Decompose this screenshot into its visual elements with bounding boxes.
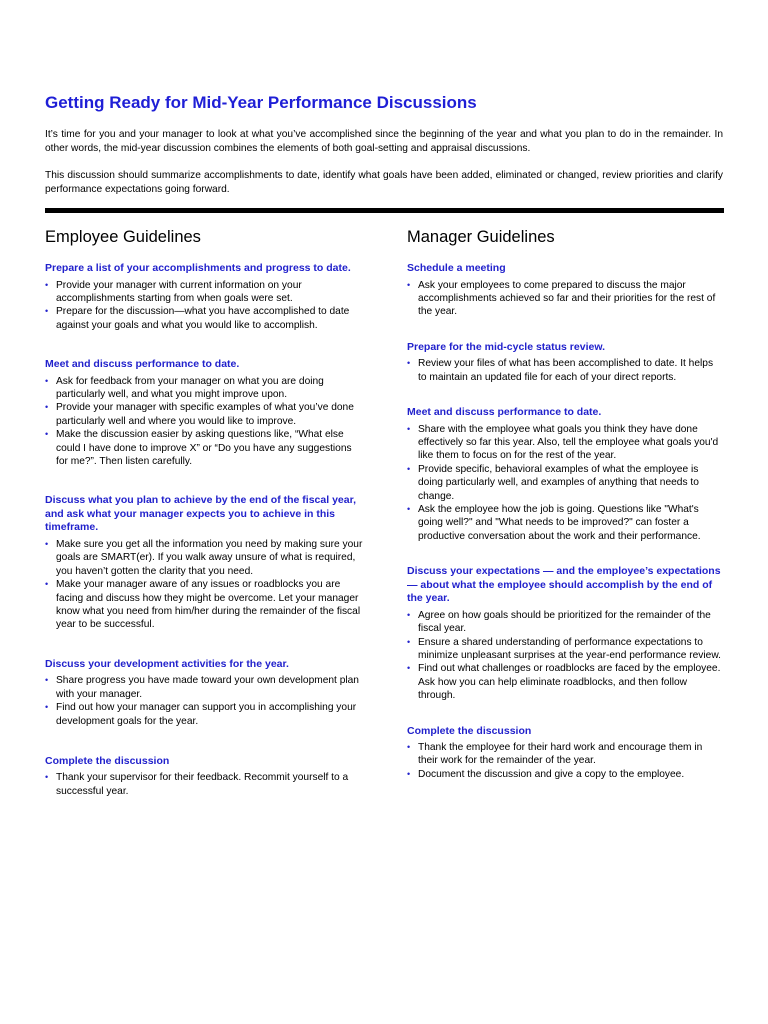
list-item bbox=[45, 701, 365, 728]
bullet-icon: • bbox=[407, 503, 411, 514]
list-item bbox=[45, 401, 365, 428]
employee-guidelines-heading: Employee Guidelines bbox=[45, 228, 201, 246]
list-item-text: Thank the employee for their hard work and encourage them in their work for the remainder of the year. bbox=[418, 742, 703, 767]
bullet-icon: • bbox=[407, 463, 411, 474]
manager-section bbox=[407, 341, 723, 384]
employee-bullet-list bbox=[45, 375, 365, 469]
bullet-icon: • bbox=[407, 663, 411, 674]
list-item bbox=[407, 503, 723, 543]
bullet-icon: • bbox=[407, 423, 411, 434]
bullet-icon: • bbox=[45, 538, 49, 549]
list-item bbox=[45, 538, 365, 578]
manager-bullet-list bbox=[407, 357, 723, 384]
list-item-text: Ensure a shared understanding of performance expectations to minimize unpleasant surprises at the year-end performance review. bbox=[418, 636, 721, 661]
list-item bbox=[407, 357, 723, 384]
bullet-icon: • bbox=[45, 772, 49, 783]
list-item bbox=[45, 428, 365, 468]
list-item bbox=[407, 636, 723, 663]
employee-bullet-list bbox=[45, 279, 365, 333]
list-item-text: Share progress you have made toward your own development plan with your manager. bbox=[56, 675, 359, 700]
list-item-text: Document the discussion and give a copy to the employee. bbox=[418, 768, 685, 780]
employee-section bbox=[45, 262, 365, 332]
list-item-text: Prepare for the discussion—what you have accomplished to date against your goals and what you would like to accomplish. bbox=[56, 306, 350, 331]
manager-sections bbox=[407, 262, 723, 781]
list-item bbox=[45, 305, 365, 332]
list-item bbox=[45, 279, 365, 306]
list-item bbox=[407, 768, 723, 781]
manager-section-title: Prepare for the mid-cycle status review. bbox=[407, 340, 606, 353]
list-item-text: Ask for feedback from your manager on what you are doing particularly well, and what you might improve upon. bbox=[56, 375, 324, 401]
employee-section-title: Meet and discuss performance to date. bbox=[45, 358, 240, 371]
list-item-text: Review your files of what has been accomplished to date. It helps to maintain an updated file for each of your direct reports. bbox=[418, 358, 714, 383]
page-title: Getting Ready for Mid-Year Performance Discussions bbox=[45, 93, 477, 112]
manager-section-title: Complete the discussion bbox=[407, 724, 532, 737]
employee-sections bbox=[45, 262, 365, 798]
employee-guidelines-column bbox=[45, 228, 365, 798]
bullet-icon: • bbox=[45, 375, 49, 386]
list-item bbox=[407, 741, 723, 768]
employee-bullet-list bbox=[45, 771, 365, 798]
employee-bullet-list bbox=[45, 674, 365, 728]
bullet-icon: • bbox=[45, 579, 49, 590]
list-item bbox=[407, 609, 723, 636]
manager-section bbox=[407, 725, 723, 782]
list-item-text: Find out how your manager can support you in accomplishing your development goals for the year. bbox=[56, 702, 357, 727]
bullet-icon: • bbox=[407, 358, 411, 369]
manager-section-title: Schedule a meeting bbox=[407, 262, 506, 274]
employee-section-title: Discuss what you plan to achieve by the end of the fiscal year, and ask what your manager expects you to achieve in this timeframe. bbox=[45, 494, 357, 534]
intro-paragraph-2: This discussion should summarize accomplishments to date, identify what goals have been added, eliminated or changed, review priorities and clarify performance expectations going forward. bbox=[45, 170, 723, 195]
bullet-icon: • bbox=[45, 429, 49, 440]
employee-section bbox=[45, 494, 365, 631]
employee-section-title: Discuss your development activities for the year. bbox=[45, 657, 289, 670]
bullet-icon: • bbox=[407, 636, 411, 647]
manager-section-title: Discuss your expectations — and the employee’s expectations — about what the employee should accomplish by the end of the year. bbox=[407, 565, 721, 605]
bullet-icon: • bbox=[407, 279, 411, 290]
list-item bbox=[407, 279, 723, 319]
list-item-text: Make your manager aware of any issues or roadblocks you are facing and discuss how they might be overcome. Let your manager know what you need from him/her during the remainder of the fiscal year to be successful. bbox=[56, 579, 361, 631]
manager-section bbox=[407, 565, 723, 702]
manager-section-title: Meet and discuss performance to date. bbox=[407, 406, 602, 419]
list-item-text: Make the discussion easier by asking questions like, “What else could I have done to improve X” or “Do you have any suggestions for me?”. Then listen carefully. bbox=[56, 429, 352, 468]
manager-guidelines-column bbox=[407, 228, 723, 781]
list-item bbox=[407, 423, 723, 463]
employee-section bbox=[45, 658, 365, 728]
manager-section bbox=[407, 406, 723, 543]
list-item bbox=[45, 674, 365, 701]
bullet-icon: • bbox=[45, 702, 49, 713]
divider-rule bbox=[45, 208, 724, 213]
list-item-text: Ask the employee how the job is going. Questions like "What's going well?" and "What needs to be improved?" can foster a productive conversation about the work and their performance. bbox=[418, 503, 701, 542]
bullet-icon: • bbox=[45, 675, 49, 686]
employee-section-title: Prepare a list of your accomplishments and progress to date. bbox=[45, 262, 351, 274]
list-item-text: Share with the employee what goals you think they have done effectively so far this year. Also, tell the employee what goals you'd like them to focus on for the rest of the year. bbox=[418, 423, 719, 462]
manager-bullet-list bbox=[407, 741, 723, 781]
bullet-icon: • bbox=[45, 279, 49, 290]
list-item-text: Provide your manager with specific examples of what you’ve done particularly well and where you would like to improve. bbox=[56, 402, 354, 427]
list-item-text: Make sure you get all the information you need by making sure your goals are SMART(er). If you walk away unsure of what is required, you haven’t gotten the clarity that you need. bbox=[56, 538, 363, 577]
list-item bbox=[45, 578, 365, 632]
list-item-text: Thank your supervisor for their feedback. Recommit yourself to a successful year. bbox=[56, 772, 349, 797]
employee-section bbox=[45, 358, 365, 468]
employee-bullet-list bbox=[45, 538, 365, 632]
employee-section bbox=[45, 755, 365, 798]
manager-section bbox=[407, 262, 723, 319]
list-item bbox=[407, 463, 723, 503]
list-item-text: Provide specific, behavioral examples of what the employee is doing particularly well, and examples of anything that needs to change. bbox=[418, 463, 699, 502]
list-item-text: Ask your employees to come prepared to discuss the major accomplishments achieved so far and their priorities for the rest of the year. bbox=[418, 279, 716, 318]
manager-guidelines-heading: Manager Guidelines bbox=[407, 228, 555, 246]
list-item bbox=[45, 375, 365, 402]
bullet-icon: • bbox=[45, 306, 49, 317]
list-item bbox=[45, 771, 365, 798]
list-item-text: Find out what challenges or roadblocks are faced by the employee. Ask how you can help eliminate roadblocks, and then follow through. bbox=[418, 663, 721, 702]
intro-paragraph-1: It’s time for you and your manager to look at what you’ve accomplished since the beginning of the year and what you plan to do in the remainder. In other words, the mid-year discussion combines the elements of both goal-setting and appraisal discussions. bbox=[45, 129, 723, 154]
list-item-text: Provide your manager with current information on your accomplishments starting from when goals were set. bbox=[56, 279, 302, 304]
employee-section-title: Complete the discussion bbox=[45, 754, 170, 767]
list-item bbox=[407, 662, 723, 702]
bullet-icon: • bbox=[407, 609, 411, 620]
manager-bullet-list bbox=[407, 423, 723, 544]
list-item-text: Agree on how goals should be prioritized for the remainder of the fiscal year. bbox=[418, 609, 711, 635]
manager-bullet-list bbox=[407, 609, 723, 703]
manager-bullet-list bbox=[407, 279, 723, 319]
bullet-icon: • bbox=[407, 742, 411, 753]
bullet-icon: • bbox=[45, 402, 49, 413]
bullet-icon: • bbox=[407, 768, 411, 779]
